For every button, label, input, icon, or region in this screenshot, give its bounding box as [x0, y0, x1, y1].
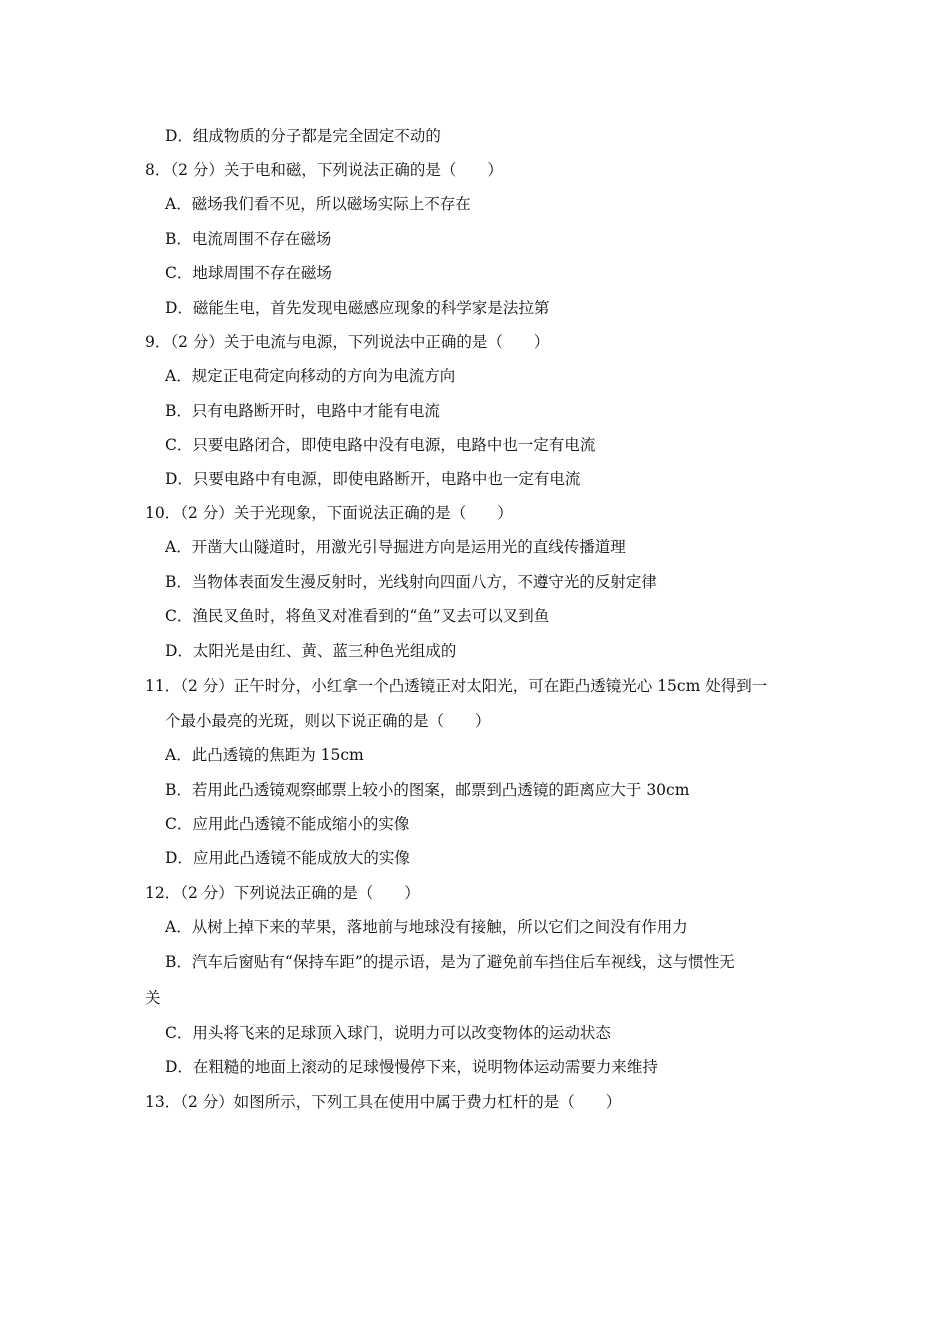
option-8a: A．磁场我们看不见，所以磁场实际上不存在 [165, 195, 471, 213]
question-11: 11．（2 分）正午时分，小红拿一个凸透镜正对太阳光，可在距凸透镜光心 15cm 处得到一 [145, 677, 768, 695]
option-8d: D．磁能生电，首先发现电磁感应现象的科学家是法拉第 [165, 299, 550, 317]
question-10: 10．（2 分）关于光现象，下面说法正确的是（ ） [145, 504, 513, 522]
option-12d: D．在粗糙的地面上滚动的足球慢慢停下来，说明物体运动需要力来维持 [165, 1058, 658, 1076]
option-9c: C．只要电路闭合，即使电路中没有电源，电路中也一定有电流 [165, 436, 596, 454]
option-12a: A．从树上掉下来的苹果，落地前与地球没有接触，所以它们之间没有作用力 [165, 918, 688, 936]
option-8c: C．地球周围不存在磁场 [165, 264, 332, 282]
option-12b-continued: 关 [145, 989, 161, 1007]
option-9a: A．规定正电荷定向移动的方向为电流方向 [165, 367, 456, 385]
question-8: 8．（2 分）关于电和磁，下列说法正确的是（ ） [145, 161, 503, 179]
option-7d: D．组成物质的分子都是完全固定不动的 [165, 127, 441, 145]
question-13: 13．（2 分）如图所示，下列工具在使用中属于费力杠杆的是（ ） [145, 1093, 622, 1111]
option-10a: A．开凿大山隧道时，用激光引导掘进方向是运用光的直线传播道理 [165, 538, 626, 556]
option-10b: B．当物体表面发生漫反射时，光线射向四面八方，不遵守光的反射定律 [165, 573, 657, 591]
question-9: 9．（2 分）关于电流与电源，下列说法中正确的是（ ） [145, 333, 550, 351]
option-10d: D．太阳光是由红、黄、蓝三种色光组成的 [165, 642, 457, 660]
option-8b: B．电流周围不存在磁场 [165, 230, 332, 248]
option-11b: B．若用此凸透镜观察邮票上较小的图案，邮票到凸透镜的距离应大于 30cm [165, 781, 690, 799]
option-10c: C．渔民叉鱼时，将鱼叉对准看到的“鱼”叉去可以叉到鱼 [165, 607, 550, 625]
option-12c: C．用头将飞来的足球顶入球门，说明力可以改变物体的运动状态 [165, 1024, 611, 1042]
option-11a: A．此凸透镜的焦距为 15cm [165, 746, 364, 764]
question-11-continued: 个最小最亮的光斑，则以下说正确的是（ ） [165, 712, 491, 730]
question-12: 12．（2 分）下列说法正确的是（ ） [145, 884, 420, 902]
option-9d: D．只要电路中有电源，即使电路断开，电路中也一定有电流 [165, 470, 581, 488]
option-9b: B．只有电路断开时，电路中才能有电流 [165, 402, 440, 420]
option-11d: D．应用此凸透镜不能成放大的实像 [165, 849, 410, 867]
option-12b: B．汽车后窗贴有“保持车距”的提示语，是为了避免前车挡住后车视线，这与惯性无 [165, 953, 735, 971]
option-11c: C．应用此凸透镜不能成缩小的实像 [165, 815, 410, 833]
